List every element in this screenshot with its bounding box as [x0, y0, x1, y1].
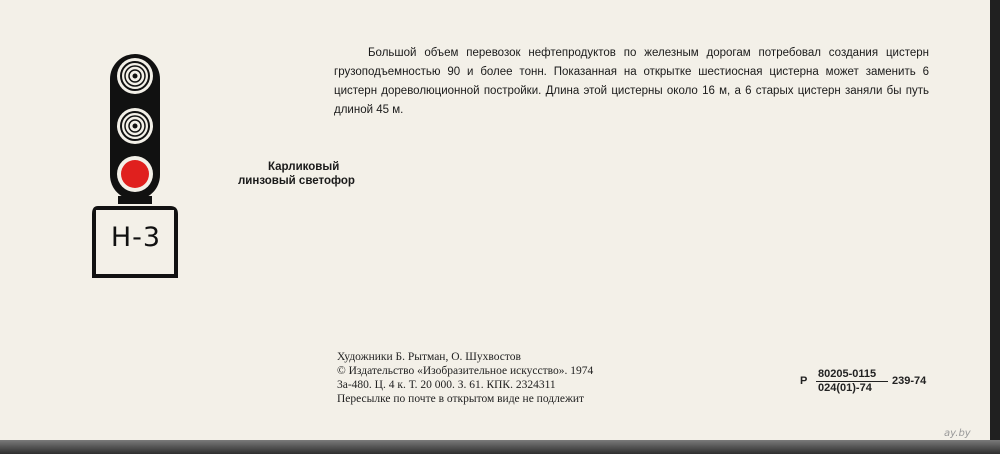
price-letter: Р — [800, 375, 808, 387]
lens-middle — [117, 108, 153, 144]
caption-line-2: линзовый светофор — [238, 175, 355, 187]
price-code-top: 80205-0115 — [818, 368, 877, 380]
imprint-block — [337, 350, 697, 406]
imprint-publisher: © Издательство «Изобразительное искусство». 1974 — [337, 365, 594, 377]
price-code — [800, 368, 950, 398]
watermark: ay.by — [944, 428, 971, 439]
imprint-artists: Художники Б. Рытман, О. Шухвостов — [337, 351, 521, 363]
traffic-light-icon — [0, 0, 200, 300]
scan-edge-right — [990, 0, 1000, 454]
scan-edge-bottom — [0, 440, 1000, 454]
imprint-order: 3а-480. Ц. 4 к. Т. 20 000. З. 61. КПК. 2324311 — [337, 379, 556, 391]
description-paragraph: Большой объем перевозок нефтепродуктов по железным дорогам потребовал создания цистерн грузоподъемностью 90 и более тонн. Показанная на открытке шестиосная цистерна может заменить 6 цистерн дореволюционной постройки. Длина этой цистерны около 16 м, а 6 старых цистерн заняли бы путь длиной 45 м. — [334, 47, 929, 116]
lens-red — [117, 156, 153, 192]
dwarf-signal-illustration — [0, 0, 200, 300]
signal-plate-label: Н-3 — [110, 222, 162, 253]
signal-caption — [238, 160, 398, 188]
imprint-mailing: Пересылке по почте в открытом виде не подлежит — [337, 393, 585, 405]
caption-line-1: Карликовый — [268, 161, 340, 173]
lens-top — [117, 58, 153, 94]
price-code-bottom: 024(01)-74 — [818, 382, 872, 394]
price-code-right: 239-74 — [892, 375, 927, 387]
